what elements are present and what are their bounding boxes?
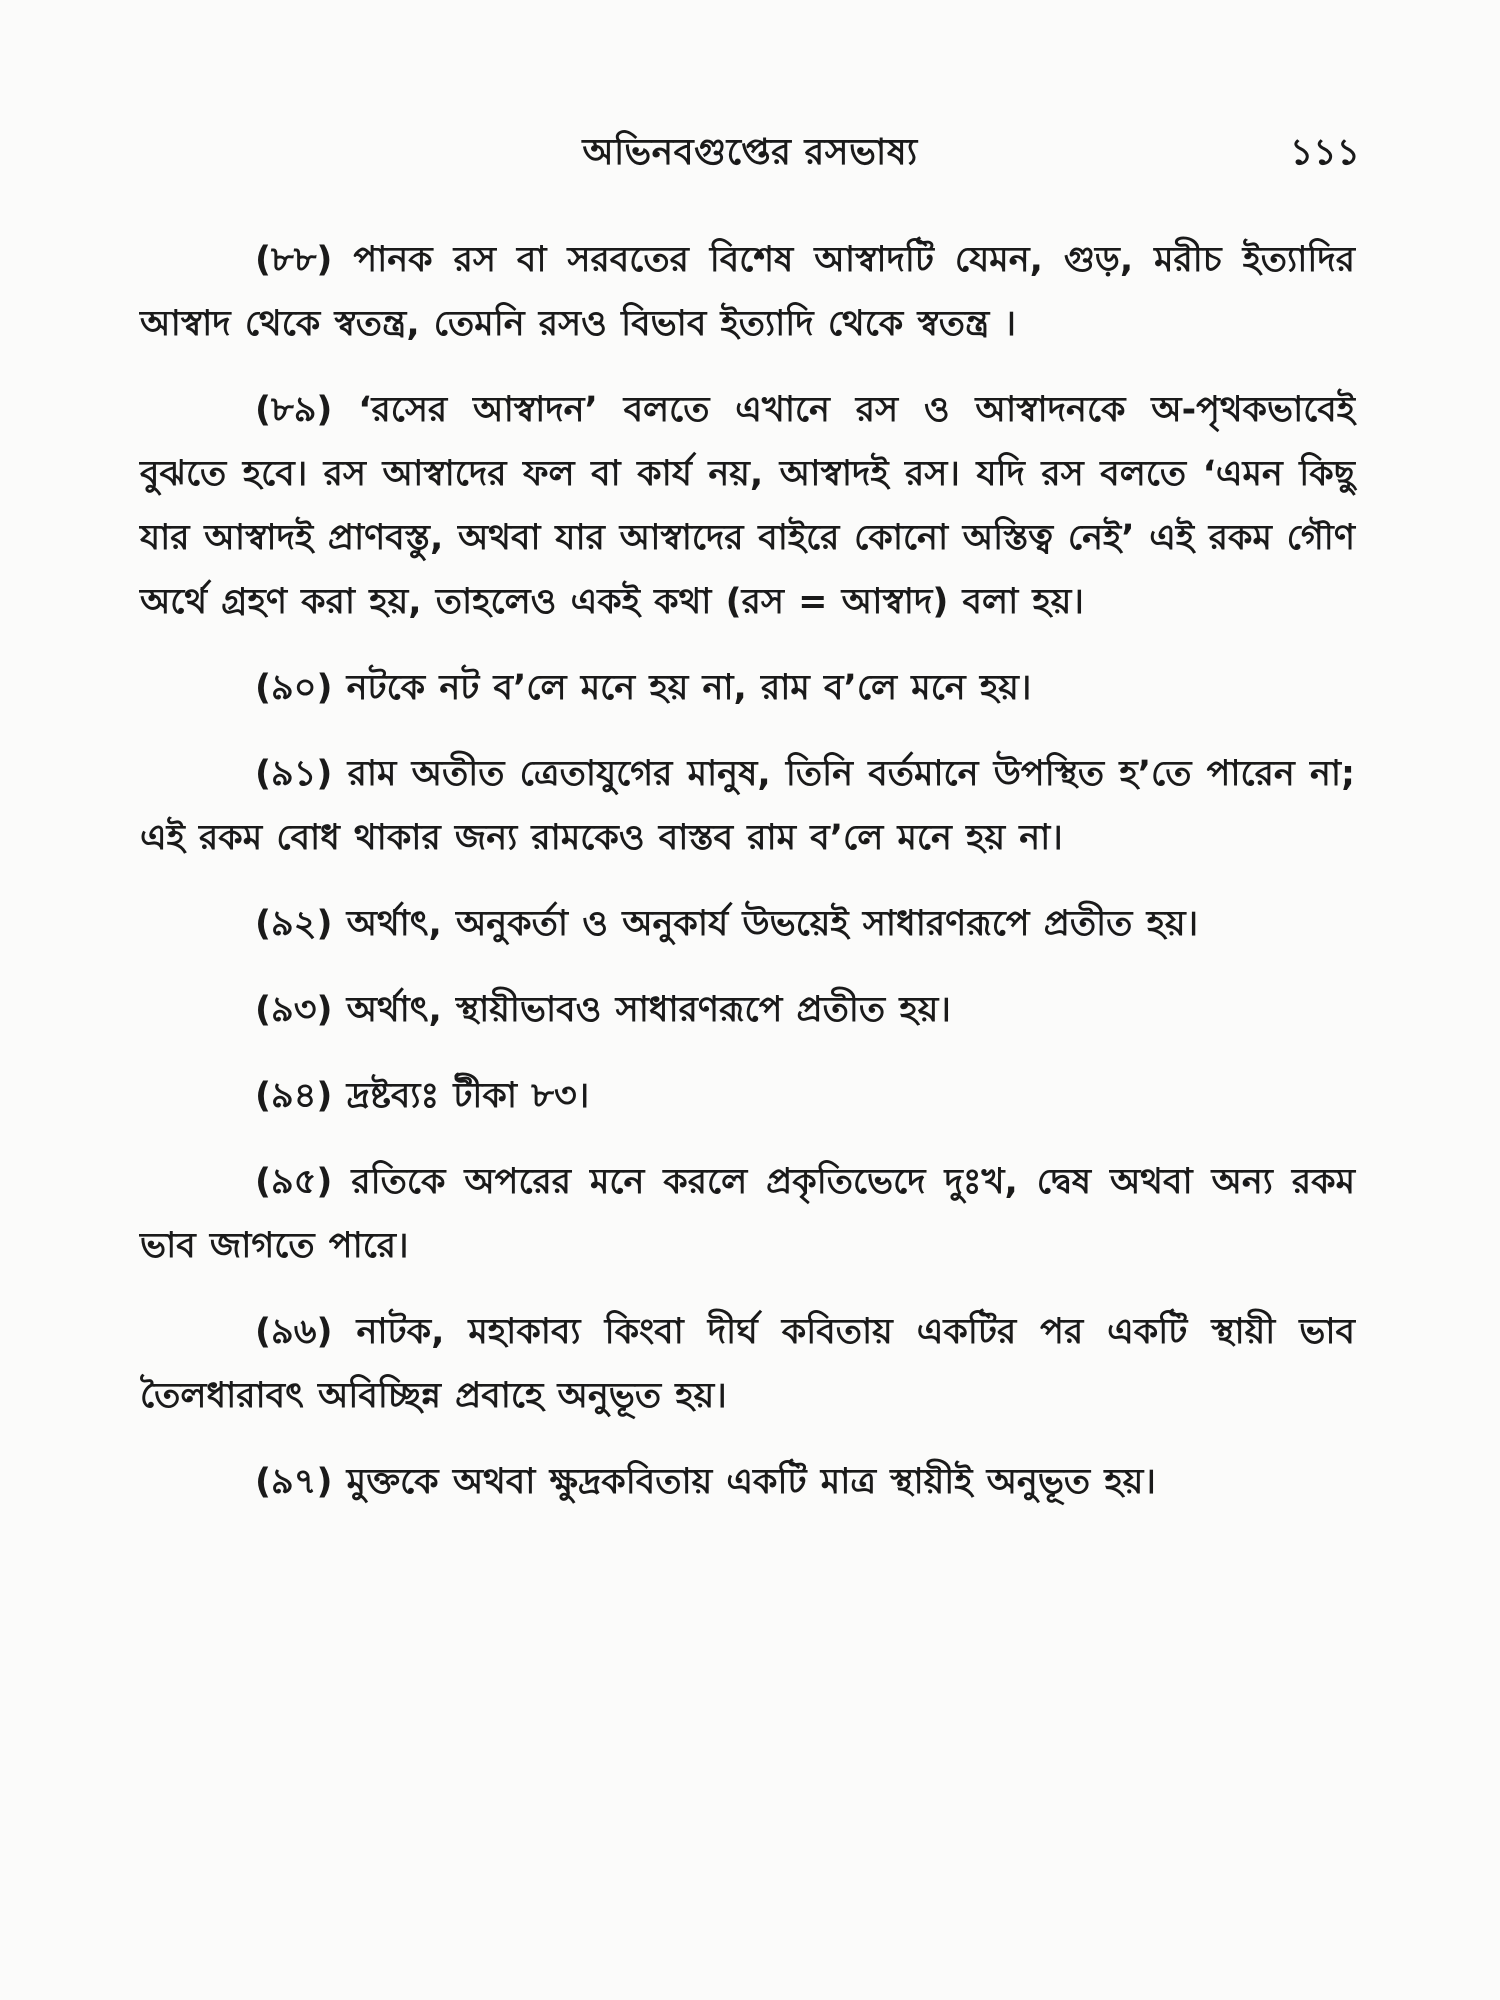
note-number: (৯১) [255,754,333,794]
note-90 [140,656,1355,720]
note-text: দ্রষ্টব্যঃ টীকা ৮৩। [346,1076,590,1116]
note-number: (৯০) [255,668,333,708]
note-text: পানক রস বা সরবতের বিশেষ আস্বাদটি যেমন, গুড়, মরীচ ইত্যাদির আস্বাদ থেকে স্বতন্ত্র, তেমনি রসও বিভাব ইত্যাদি থেকে স্বতন্ত্র । [140,240,1356,344]
note-number: (৯৩) [255,990,333,1030]
note-number: (৮৯) [255,390,333,430]
note-94 [140,1064,1355,1128]
notes-list [140,228,1355,1536]
note-91 [140,742,1355,870]
note-number: (৯৭) [255,1462,333,1502]
page-header [140,128,1360,178]
running-title: অভিনবগুপ্তের রসভাষ্য [582,132,918,173]
note-95 [140,1150,1355,1278]
note-number: (৯৫) [255,1162,333,1202]
note-text: নাটক, মহাকাব্য কিংবা দীর্ঘ কবিতায় একটির পর একটি স্থায়ী ভাব তৈলধারাবৎ অবিচ্ছিন্ন প্রবাহে অনুভূত হয়। [140,1312,1356,1416]
note-text: রতিকে অপরের মনে করলে প্রকৃতিভেদে দুঃখ, দ্বেষ অথবা অন্য রকম ভাব জাগতে পারে। [140,1162,1355,1266]
note-text: নটকে নট ব’লে মনে হয় না, রাম ব’লে মনে হয়। [346,668,1032,708]
note-88 [140,228,1355,356]
note-93 [140,978,1355,1042]
note-96 [140,1300,1355,1428]
note-number: (৯২) [255,904,333,944]
note-number: (৮৮) [255,240,333,280]
note-number: (৯৪) [255,1076,333,1116]
note-text: অর্থাৎ, অনুকর্তা ও অনুকার্য উভয়েই সাধারণরূপে প্রতীত হয়। [346,904,1199,944]
note-97 [140,1450,1355,1514]
note-89 [140,378,1355,634]
page-number: ১১১ [1289,132,1360,173]
note-text: ‘রসের আস্বাদন’ বলতে এখানে রস ও আস্বাদনকে অ-পৃথকভাবেই বুঝতে হবে। রস আস্বাদের ফল বা কার্য নয়, আস্বাদই রস। যদি রস বলতে ‘এমন কিছু যার আস্বাদই প্রাণবস্তু, অথবা যার আস্বাদের বাইরে কোনো অস্তিত্ব নেই’ এই রকম গৌণ অর্থে গ্রহণ করা হয়, তাহলেও একই কথা (রস = আস্বাদ) বলা হয়। [140,390,1355,622]
note-text: অর্থাৎ, স্থায়ীভাবও সাধারণরূপে প্রতীত হয়। [346,990,951,1030]
note-text: রাম অতীত ত্রেতাযুগের মানুষ, তিনি বর্তমানে উপস্থিত হ’তে পারেন না; এই রকম বোধ থাকার জন্য রামকেও বাস্তব রাম ব’লে মনে হয় না। [140,754,1355,858]
note-number: (৯৬) [255,1312,333,1352]
note-text: মুক্তকে অথবা ক্ষুদ্রকবিতায় একটি মাত্র স্থায়ীই অনুভূত হয়। [346,1462,1156,1502]
note-92 [140,892,1355,956]
